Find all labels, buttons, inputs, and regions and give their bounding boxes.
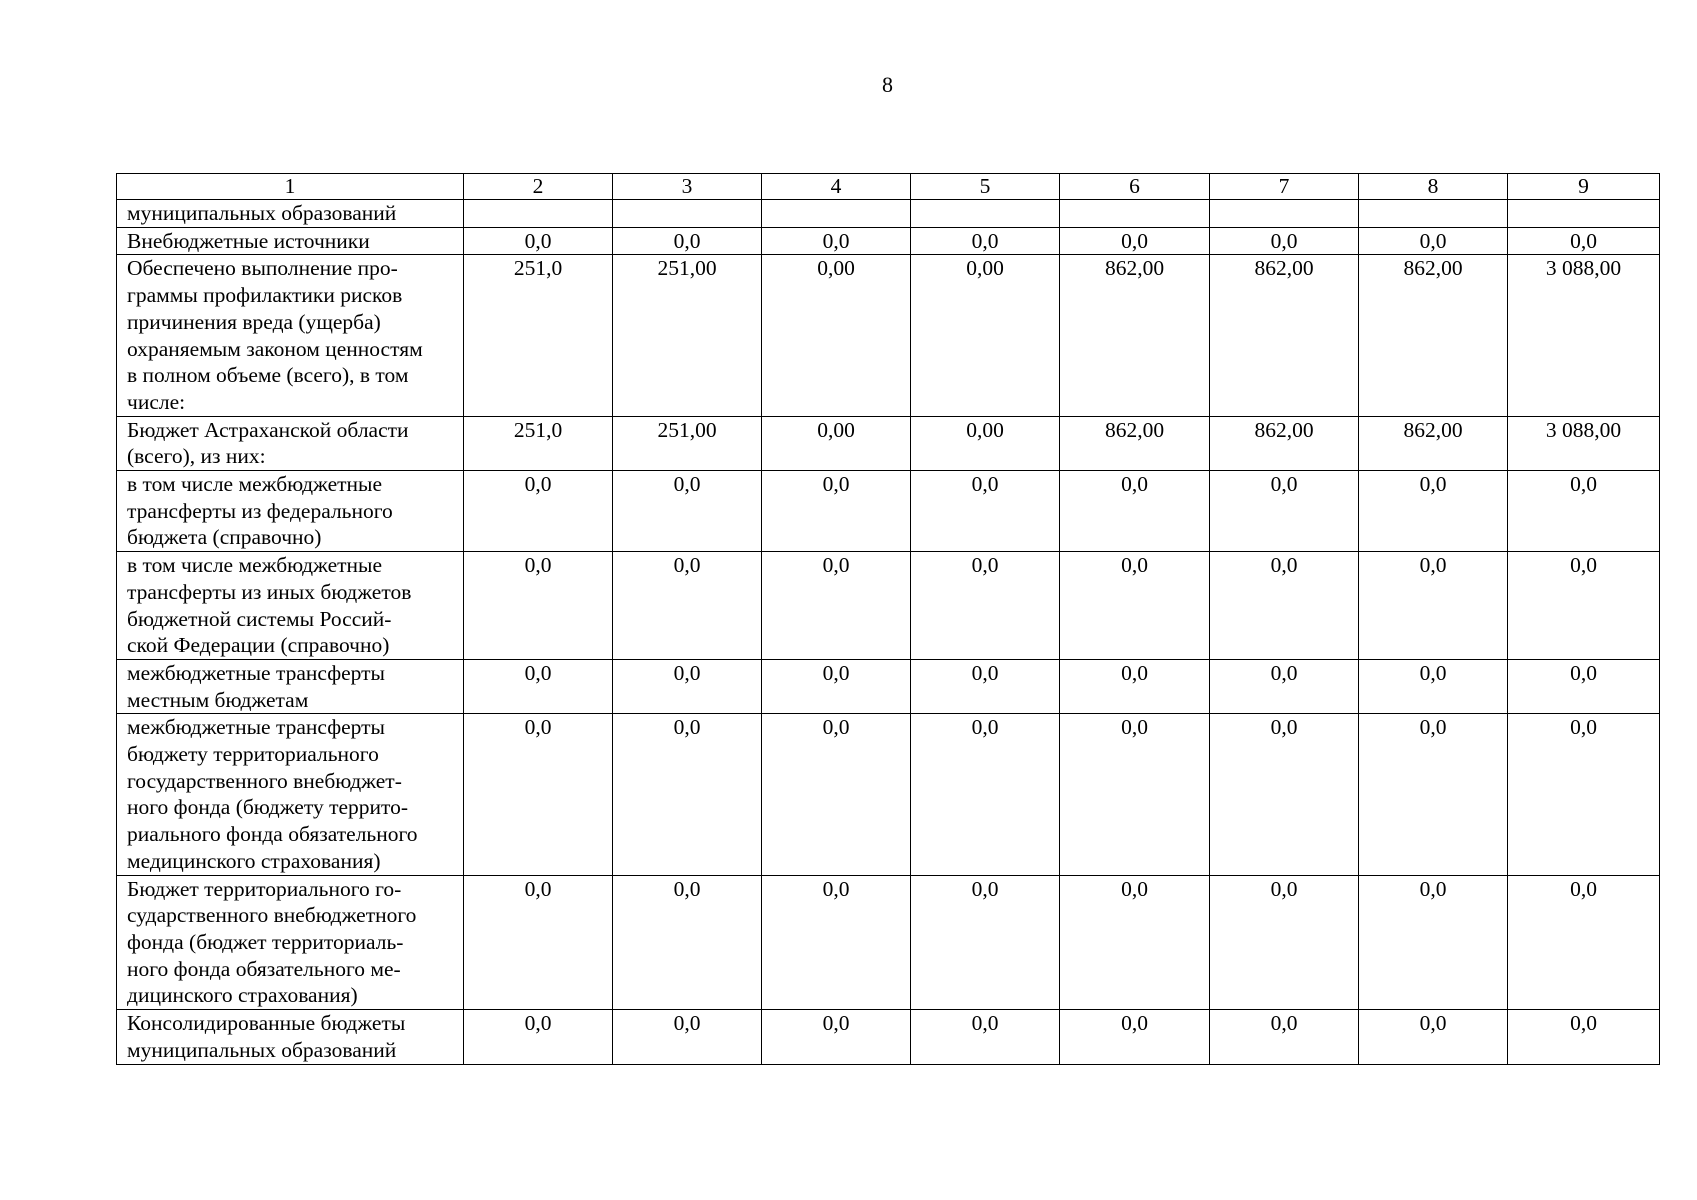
row-label-line: бюджетной системы Россий-	[127, 606, 392, 631]
value-cell-col-4: 0,0	[762, 659, 911, 713]
row-label-line: трансферты из федерального	[127, 498, 393, 523]
value-cell-col-7: 862,00	[1210, 416, 1359, 470]
value-cell-col-8: 0,0	[1359, 227, 1508, 255]
row-label-line: ской Федерации (справочно)	[127, 633, 390, 658]
value-cell-col-7: 0,0	[1210, 875, 1359, 1010]
value-cell-col-2: 0,0	[464, 714, 613, 875]
value-cell-col-9: 0,0	[1508, 1010, 1660, 1064]
table-row	[117, 416, 1660, 470]
page-number: 8	[882, 72, 893, 97]
value-cell-col-6: 0,0	[1060, 471, 1210, 552]
row-label-line: в полном объеме (всего), в том	[127, 363, 409, 388]
value-cell-col-2: 251,0	[464, 255, 613, 416]
value-cell-col-9: 0,0	[1508, 659, 1660, 713]
value-cell-col-8: 0,0	[1359, 659, 1508, 713]
value-cell-col-9: 0,0	[1508, 552, 1660, 660]
value-cell-col-9: 0,0	[1508, 227, 1660, 255]
row-label-line: Внебюджетные источники	[127, 228, 370, 253]
value-cell-col-5: 0,0	[911, 471, 1060, 552]
header-cell-8: 8	[1359, 174, 1508, 200]
header-row	[117, 174, 1660, 200]
value-cell-col-2	[464, 200, 613, 228]
value-cell-col-4: 0,0	[762, 471, 911, 552]
value-cell-col-3: 0,0	[613, 875, 762, 1010]
value-cell-col-7: 0,0	[1210, 471, 1359, 552]
value-cell-col-4: 0,0	[762, 1010, 911, 1064]
value-cell-col-5	[911, 200, 1060, 228]
row-label-line: Обеспечено выполнение про-	[127, 256, 398, 281]
row-label-line: бюджету территориального	[127, 742, 379, 767]
row-label-line: межбюджетные трансферты	[127, 715, 385, 740]
value-cell-col-6: 862,00	[1060, 255, 1210, 416]
value-cell-col-3: 0,0	[613, 227, 762, 255]
header-cell-2: 2	[464, 174, 613, 200]
row-label-line: сударственного внебюджетного	[127, 903, 417, 928]
value-cell-col-6: 0,0	[1060, 1010, 1210, 1064]
value-cell-col-9: 0,0	[1508, 875, 1660, 1010]
value-cell-col-9: 3 088,00	[1508, 255, 1660, 416]
row-label-line: Бюджет территориального го-	[127, 876, 402, 901]
value-cell-col-5: 0,0	[911, 1010, 1060, 1064]
value-cell-col-5: 0,00	[911, 255, 1060, 416]
row-label-cell	[117, 255, 464, 416]
value-cell-col-6: 0,0	[1060, 875, 1210, 1010]
value-cell-col-4: 0,00	[762, 255, 911, 416]
header-cell-6: 6	[1060, 174, 1210, 200]
row-label-cell	[117, 416, 464, 470]
value-cell-col-2: 0,0	[464, 875, 613, 1010]
value-cell-col-6: 0,0	[1060, 552, 1210, 660]
header-cell-7: 7	[1210, 174, 1359, 200]
value-cell-col-6: 0,0	[1060, 714, 1210, 875]
value-cell-col-4: 0,0	[762, 227, 911, 255]
header-cell-9: 9	[1508, 174, 1660, 200]
value-cell-col-3: 0,0	[613, 552, 762, 660]
row-label-line: числе:	[127, 389, 186, 414]
table-row	[117, 659, 1660, 713]
header-cell-1: 1	[117, 174, 464, 200]
row-label-line: ного фонда обязательного ме-	[127, 956, 401, 981]
value-cell-col-4: 0,0	[762, 875, 911, 1010]
table-row	[117, 714, 1660, 875]
value-cell-col-8: 862,00	[1359, 255, 1508, 416]
table-row	[117, 227, 1660, 255]
value-cell-col-3: 0,0	[613, 471, 762, 552]
value-cell-col-2: 0,0	[464, 471, 613, 552]
row-label-line: муниципальных образований	[127, 201, 397, 225]
value-cell-col-2: 0,0	[464, 227, 613, 255]
value-cell-col-8: 0,0	[1359, 552, 1508, 660]
value-cell-col-6	[1060, 200, 1210, 228]
table-row	[117, 552, 1660, 660]
value-cell-col-5: 0,0	[911, 875, 1060, 1010]
row-label-cell	[117, 200, 464, 228]
row-label-line: муниципальных образований	[127, 1037, 397, 1062]
header-cell-5: 5	[911, 174, 1060, 200]
value-cell-col-5: 0,0	[911, 659, 1060, 713]
row-label-cell	[117, 471, 464, 552]
row-label-cell	[117, 659, 464, 713]
value-cell-col-6: 0,0	[1060, 659, 1210, 713]
row-label-line: местным бюджетам	[127, 687, 309, 712]
table-body	[117, 200, 1660, 1065]
row-label-line: государственного внебюджет-	[127, 768, 402, 793]
value-cell-col-9: 3 088,00	[1508, 416, 1660, 470]
value-cell-col-7: 0,0	[1210, 659, 1359, 713]
value-cell-col-6: 0,0	[1060, 227, 1210, 255]
value-cell-col-3: 0,0	[613, 659, 762, 713]
header-cell-3: 3	[613, 174, 762, 200]
row-label-line: Консолидированные бюджеты	[127, 1011, 406, 1036]
value-cell-col-7: 0,0	[1210, 1010, 1359, 1064]
row-label-line: ного фонда (бюджету террито-	[127, 795, 409, 820]
value-cell-col-4: 0,00	[762, 416, 911, 470]
row-label-line: граммы профилактики рисков	[127, 283, 403, 308]
value-cell-col-3: 251,00	[613, 416, 762, 470]
value-cell-col-2: 0,0	[464, 659, 613, 713]
value-cell-col-8: 0,0	[1359, 714, 1508, 875]
value-cell-col-8: 862,00	[1359, 416, 1508, 470]
value-cell-col-7: 862,00	[1210, 255, 1359, 416]
value-cell-col-4	[762, 200, 911, 228]
row-label-line: (всего), из них:	[127, 444, 266, 469]
row-label-line: бюджета (справочно)	[127, 525, 322, 550]
row-label-line: межбюджетные трансферты	[127, 660, 385, 685]
row-label-line: охраняемым законом ценностям	[127, 336, 423, 361]
value-cell-col-8: 0,0	[1359, 471, 1508, 552]
value-cell-col-5: 0,0	[911, 714, 1060, 875]
value-cell-col-7: 0,0	[1210, 552, 1359, 660]
row-label-line: Бюджет Астраханской области	[127, 417, 409, 442]
row-label-cell	[117, 552, 464, 660]
value-cell-col-5: 0,0	[911, 552, 1060, 660]
table-row	[117, 875, 1660, 1010]
row-label-cell	[117, 1010, 464, 1064]
value-cell-col-3: 0,0	[613, 714, 762, 875]
table-row	[117, 1010, 1660, 1064]
row-label-line: риального фонда обязательного	[127, 822, 418, 847]
header-cell-4: 4	[762, 174, 911, 200]
value-cell-col-9	[1508, 200, 1660, 228]
table-row	[117, 255, 1660, 416]
value-cell-col-2: 0,0	[464, 1010, 613, 1064]
row-label-cell	[117, 227, 464, 255]
value-cell-col-2: 0,0	[464, 552, 613, 660]
row-label-line: медицинского страхования)	[127, 848, 381, 873]
value-cell-col-9: 0,0	[1508, 471, 1660, 552]
value-cell-col-4: 0,0	[762, 552, 911, 660]
table-row	[117, 471, 1660, 552]
value-cell-col-8: 0,0	[1359, 875, 1508, 1010]
value-cell-col-2: 251,0	[464, 416, 613, 470]
row-label-cell	[117, 714, 464, 875]
value-cell-col-8	[1359, 200, 1508, 228]
value-cell-col-4: 0,0	[762, 714, 911, 875]
budget-table	[116, 173, 1660, 1065]
value-cell-col-7	[1210, 200, 1359, 228]
value-cell-col-3: 0,0	[613, 1010, 762, 1064]
row-label-cell	[117, 875, 464, 1010]
value-cell-col-5: 0,00	[911, 416, 1060, 470]
table-row	[117, 200, 1660, 228]
row-label-line: дицинского страхования)	[127, 983, 358, 1008]
row-label-line: фонда (бюджет территориаль-	[127, 929, 404, 954]
value-cell-col-9: 0,0	[1508, 714, 1660, 875]
value-cell-col-8: 0,0	[1359, 1010, 1508, 1064]
value-cell-col-7: 0,0	[1210, 714, 1359, 875]
row-label-line: в том числе межбюджетные	[127, 472, 383, 497]
value-cell-col-6: 862,00	[1060, 416, 1210, 470]
value-cell-col-3	[613, 200, 762, 228]
row-label-line: в том числе межбюджетные	[127, 553, 383, 578]
row-label-line: трансферты из иных бюджетов	[127, 579, 412, 604]
value-cell-col-5: 0,0	[911, 227, 1060, 255]
row-label-line: причинения вреда (ущерба)	[127, 309, 381, 334]
value-cell-col-3: 251,00	[613, 255, 762, 416]
value-cell-col-7: 0,0	[1210, 227, 1359, 255]
